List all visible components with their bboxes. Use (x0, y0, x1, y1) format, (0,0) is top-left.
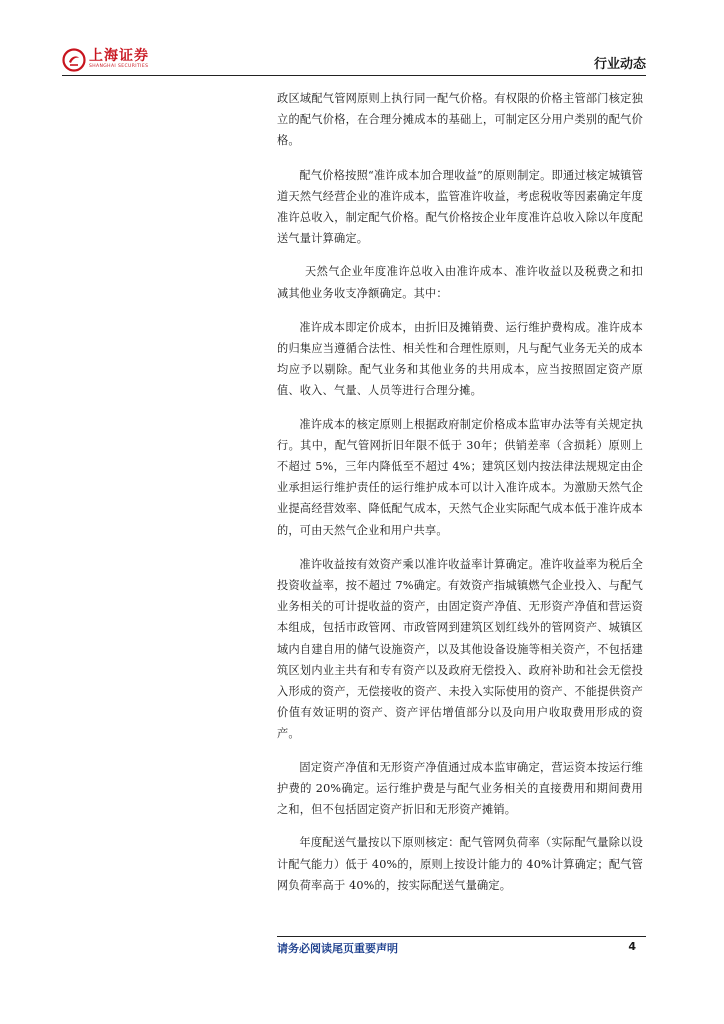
logo-text (89, 48, 149, 70)
logo-english-name: SHANGHAI SECURITIES (89, 64, 149, 69)
page-footer (277, 936, 646, 960)
paragraph-7: 固定资产净值和无形资产净值通过成本监审确定，营运资本按运行维护费的 20%确定。运行维护费是与配气业务相关的直接费用和期间费用之和，但不包括固定资产折旧和无形资产摊销。 (277, 760, 643, 817)
body-content (277, 88, 643, 896)
footer-divider (277, 936, 646, 937)
paragraph-3: 天然气企业年度准许总收入由准许成本、准许收益以及税费之和扣减其他业务收支净额确定。其中： (277, 265, 643, 300)
header-divider (62, 75, 646, 76)
paragraph-6: 准许收益按有效资产乘以准许收益率计算确定。准许收益率为税后全投资收益率，按不超过 7%确定。有效资产指城镇燃气企业投入、与配气业务相关的可计提收益的资产，由固定资产净值、无形资产净值和营运资本组成，包括市政管网、市政管网到建筑区划红线外的管网资产、城镇区域内自建自用的储气设施资产，以及其他设备设施等相关资产，不包括建筑区划内业主共有和专有资产以及政府无偿投入、政府补助和社会无偿投入形成的资产，无偿接收的资产、未投入实际使用的资产、不能提供资产价值有效证明的资产、资产评估增值部分以及向用户收取费用形成的资产。 (277, 557, 643, 741)
shanghai-securities-logo-icon (62, 48, 86, 72)
logo-chinese-name: 上海证券 (89, 48, 149, 64)
page-number: 4 (628, 940, 636, 953)
company-logo (62, 48, 149, 72)
page-header (62, 44, 646, 82)
disclaimer-note: 请务必阅读尾页重要声明 (277, 942, 398, 955)
paragraph-2: 配气价格按照“准许成本加合理收益”的原则制定。即通过核定城镇管道天然气经营企业的准许成本，监管准许收益，考虑税收等因素确定年度准许总收入，制定配气价格。配气价格按企业年度准许总收入除以年度配送气量计算确定。 (277, 168, 643, 246)
paragraph-8: 年度配送气量按以下原则核定：配气管网负荷率（实际配气量除以设计配气能力）低于 40%的，原则上按设计能力的 40%计算确定；配气管网负荷率高于 40%的，按实际配送气量确定。 (277, 836, 643, 892)
paragraph-4: 准许成本即定价成本，由折旧及摊销费、运行维护费构成。准许成本的归集应当遵循合法性、相关性和合理性原则，凡与配气业务无关的成本均应予以剔除。配气业务和其他业务的共用成本，应当按照固定资产原值、收入、气量、人员等进行合理分摊。 (277, 320, 643, 398)
paragraph-1: 政区域配气管网原则上执行同一配气价格。有权限的价格主管部门核定独立的配气价格，在合理分摊成本的基础上，可制定区分用户类别的配气价格。 (277, 92, 643, 148)
section-title: 行业动态 (593, 57, 646, 72)
paragraph-5: 准许成本的核定原则上根据政府制定价格成本监审办法等有关规定执行。其中，配气管网折旧年限不低于 30年；供销差率（含损耗）原则上不超过 5%，三年内降低至不超过 4%；建筑区划内按法律法规规定由企业承担运行维护责任的运行维护成本可以计入准许成本。为激励天然气企业提高经营效率、降低配气成本，天然气企业实际配气成本低于准许成本的，可由天然气企业和用户共享。 (277, 417, 643, 537)
